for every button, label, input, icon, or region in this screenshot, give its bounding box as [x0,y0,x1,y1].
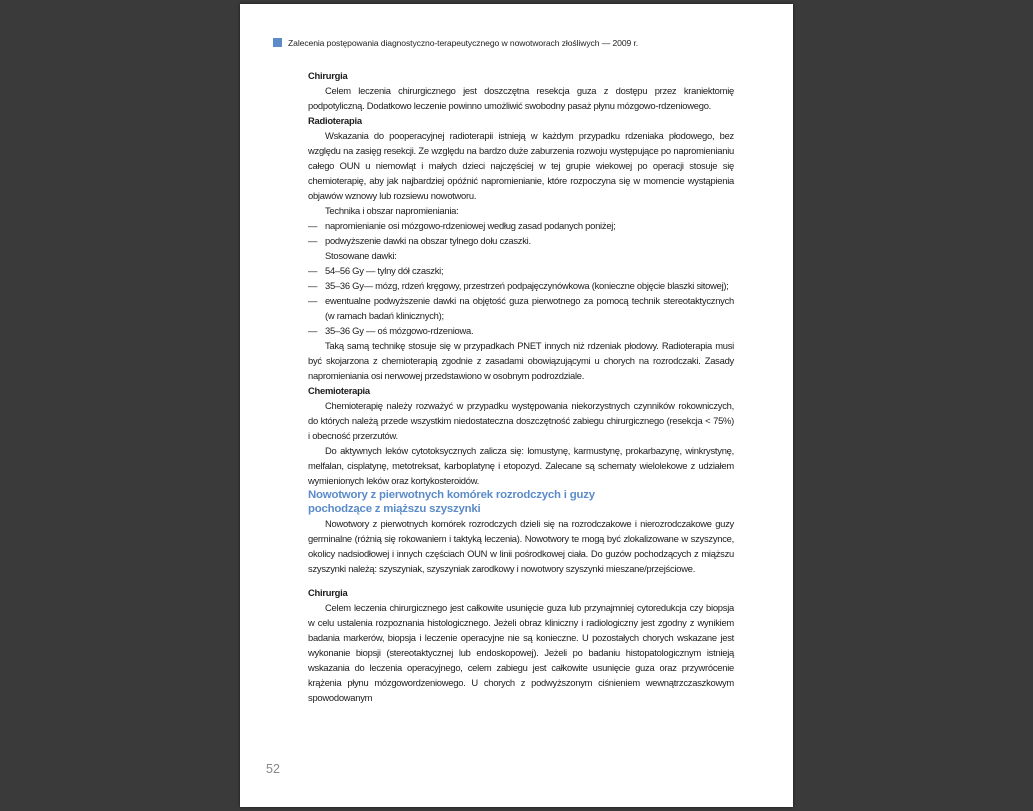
list-item [308,293,734,323]
dash-marker: — [308,220,318,231]
list-item [308,278,734,293]
heading-radioterapia: Radioterapia [308,115,362,126]
paragraph: Stosowane dawki: [325,250,397,261]
document-page [240,4,793,807]
dash-marker: — [308,280,318,291]
paragraph: Chemioterapię należy rozważyć w przypadku występowania niekorzystnych czynników rokowniczych, do których należą przede wszystkim niedostateczna doszczętność zabiegu chirurgicznego (resekcja < 75%) i obecność przerzutów. [308,400,734,441]
page-number: 52 [266,762,280,776]
dash-marker: — [308,325,318,336]
list-item [308,263,734,278]
list-item-text: napromienianie osi mózgowo-rdzeniowej według zasad podanych poniżej; [325,220,616,231]
paragraph: Taką samą technikę stosuje się w przypadkach PNET innych niż rdzeniak płodowy. Radioterapia musi być skojarzona z chemioterapią zgodnie z zasadami obowiązującymi u chorych na rozrodczaki. Zasady napromieniania osi nerwowej przedstawiono w osobnym podrozdziale. [308,340,734,381]
paragraph: Technika i obszar napromieniania: [325,205,459,216]
paragraph: Celem leczenia chirurgicznego jest doszczętna resekcja guza z dostępu przez kraniektomię podpotyliczną. Dodatkowo leczenie powinno umożliwić swobodny pasaż płynu mózgowo-rdzeniowego. [308,85,734,111]
body-text [308,68,734,705]
running-header [273,38,763,48]
dash-marker: — [308,235,318,246]
list-item [308,233,734,248]
heading-chemioterapia: Chemioterapia [308,385,370,396]
header-title: Zalecenia postępowania diagnostyczno-terapeutycznego w nowotworach złośliwych — 2009 r. [288,38,639,48]
list-item [308,323,734,338]
list-item-text: 35–36 Gy — oś mózgowo-rdzeniowa. [325,325,474,336]
paragraph: Celem leczenia chirurgicznego jest całkowite usunięcie guza lub przynajmniej cytoredukcja czy biopsja w celu ustalenia rozpoznania histologicznego. Jeżeli obraz kliniczny i radiologiczny jest zgodny z wynikiem badania markerów, biopsja i leczenie operacyjne nie są konieczne. U pozostałych chorych wskazane jest wykonanie biopsji (stereotaktycznej lub endoskopowej). Jeżeli po badaniu histopatologicznym istnieją wskazania do leczenia operacyjnego, celem zabiegu jest całkowite usunięcie guza oraz przywrócenie krążenia płynu mózgowordzeniowego. U chorych z podwyższonym ciśnieniem wewnątrzczaszkowym spowodowanym [308,602,734,703]
heading-chirurgia: Chirurgia [308,70,348,81]
section-title-line: Nowotwory z pierwotnych komórek rozrodczych i guzy [308,489,595,501]
dash-marker: — [308,265,318,276]
dash-marker: — [308,295,318,306]
section-title [308,488,734,516]
list-item-text: ewentualne podwyższenie dawki na objętość guza pierwotnego za pomocą technik stereotaktycznych (w ramach badań klinicznych); [325,295,734,321]
list-item [308,218,734,233]
list-item-text: 35–36 Gy— mózg, rdzeń kręgowy, przestrzeń podpajęczynówkowa (konieczne objęcie blaszki sitowej); [325,280,729,291]
paragraph: Do aktywnych leków cytotoksycznych zalicza się: lomustynę, karmustynę, prokarbazynę, winkrystynę, melfalan, cisplatynę, metotreksat, karboplatynę i etopozyd. Zalecane są schematy wielolekowe z udziałem wymienionych leków oraz kortykosteroidów. [308,445,734,486]
list-item-text: podwyższenie dawki na obszar tylnego dołu czaszki. [325,235,531,246]
list-item-text: 54–56 Gy — tylny dół czaszki; [325,265,444,276]
heading-chirurgia: Chirurgia [308,587,348,598]
paragraph: Wskazania do pooperacyjnej radioterapii istnieją w każdym przypadku rdzeniaka płodowego, bez względu na zasięg resekcji. Ze względu na bardzo duże zaburzenia rozwoju występujące po napromienianiu całego OUN u niemowląt i małych dzieci najczęściej w tej grupie wiekowej po operacji stosuje się chemioterapię, aby jak najbardziej opóźnić napromienianie, które rozpoczyna się w momencie wystąpienia objawów wznowy lub rozsiewu nowotworu. [308,130,734,201]
header-square-icon [273,38,282,47]
section-title-line: pochodzące z miąższu szyszynki [308,503,481,515]
paragraph: Nowotwory z pierwotnych komórek rozrodczych dzieli się na rozrodczakowe i nierozrodczakowe guzy germinalne (różnią się rokowaniem i taktyką leczenia). Nowotwory te mogą być zlokalizowane w szyszynce, okolicy nadsiodłowej i innych częściach OUN w linii pośrodkowej ciała. Do guzów pochodzących z miąższu szyszynki należą: szyszyniak, szyszyniak zarodkowy i nowotwory szyszynki mieszane/przejściowe. [308,518,734,574]
